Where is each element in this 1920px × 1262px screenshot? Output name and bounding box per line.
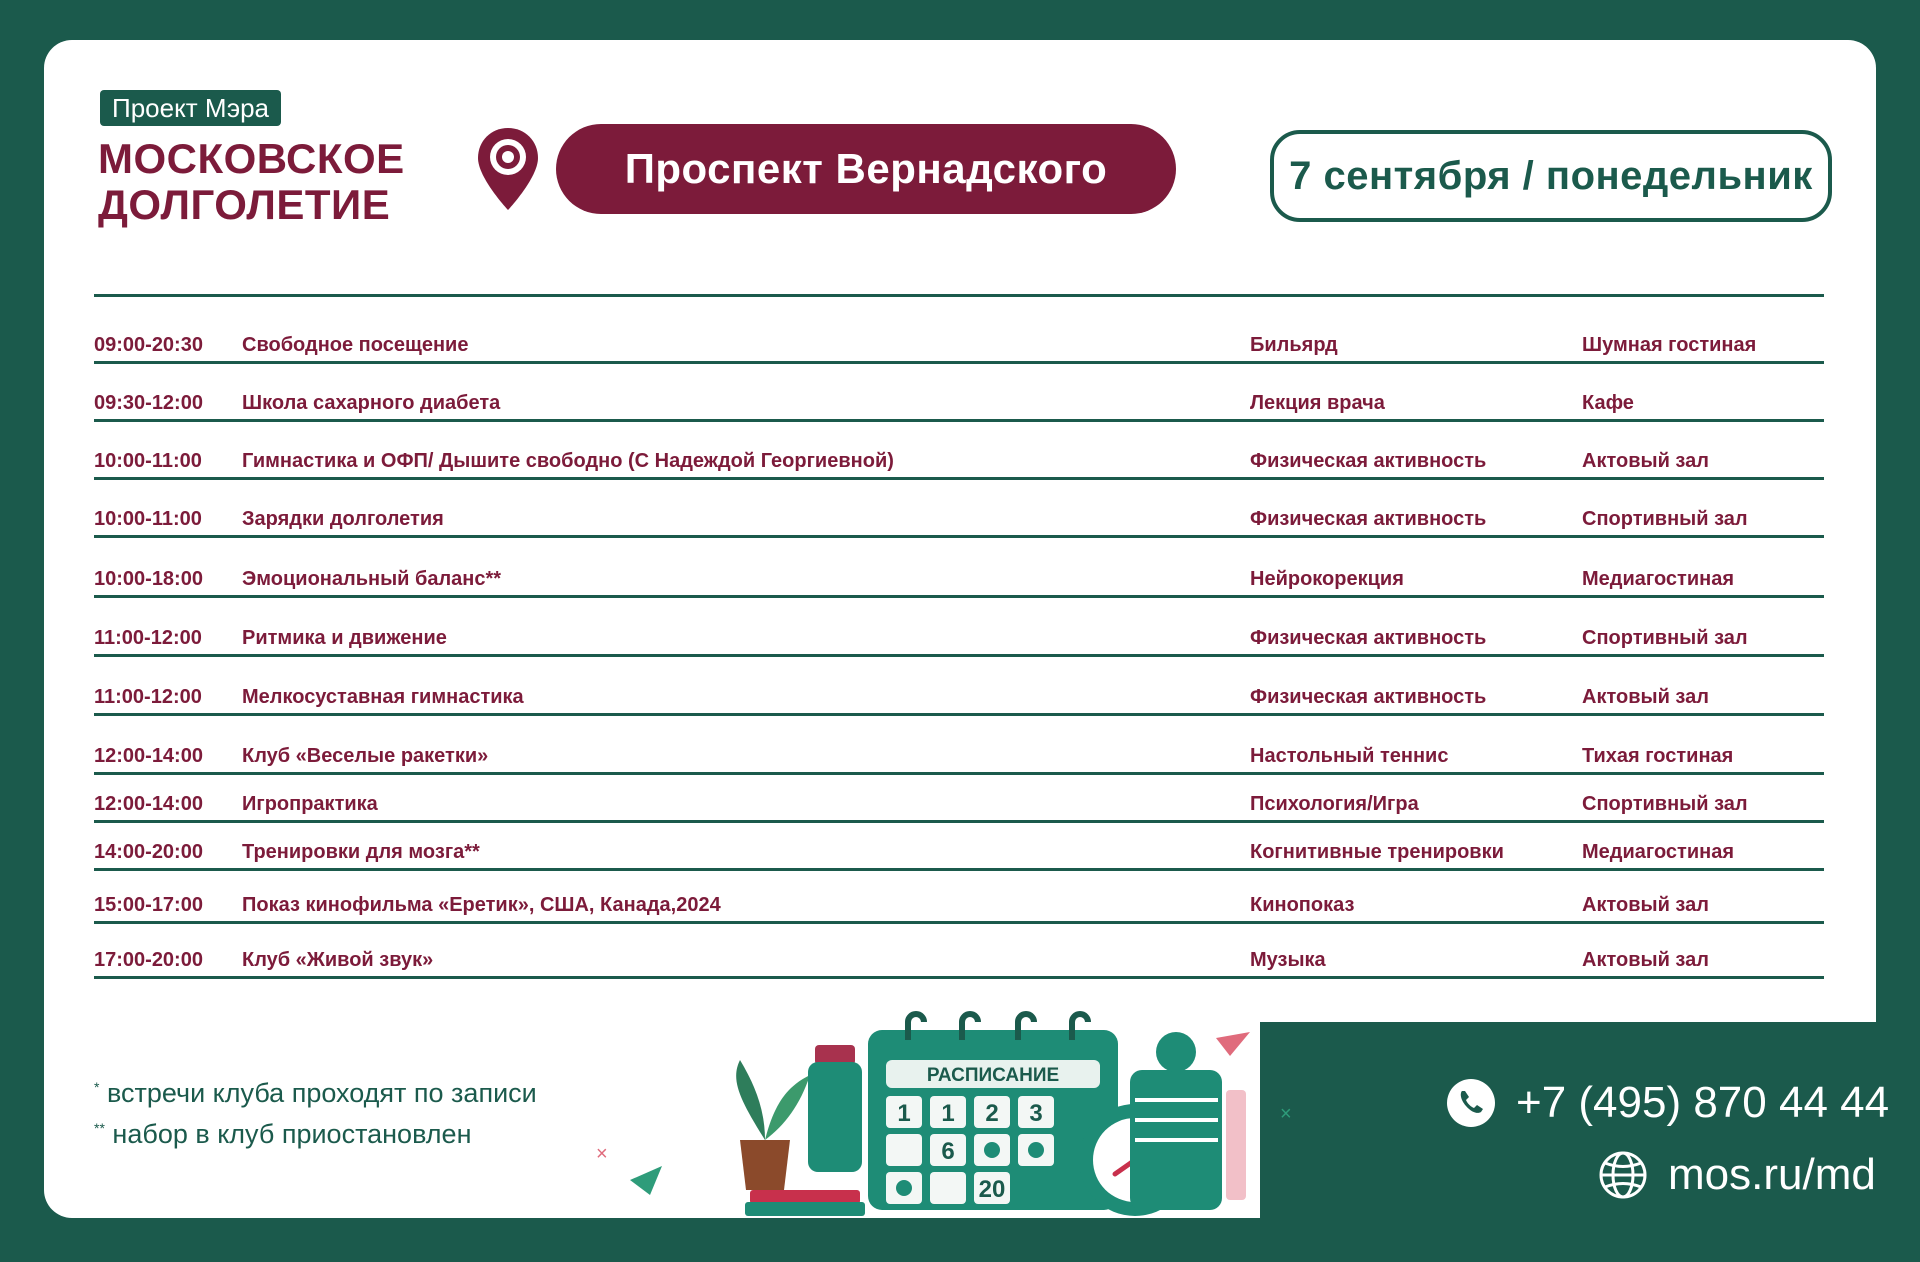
row-room: Актовый зал [1582, 949, 1709, 971]
row-time: 12:00-14:00 [94, 745, 203, 767]
row-room: Тихая гостиная [1582, 745, 1734, 767]
svg-text:×: × [596, 1143, 608, 1165]
row-room: Шумная гостиная [1582, 334, 1757, 356]
schedule-row [94, 477, 1824, 538]
row-category: Физическая активность [1250, 450, 1487, 472]
row-time: 11:00-12:00 [94, 627, 202, 649]
row-title: Мелкосуставная гимнастика [242, 686, 524, 708]
row-title: Клуб «Живой звук» [242, 949, 434, 971]
website-url: mos.ru/md [1668, 1150, 1876, 1199]
phone-contact[interactable] [1446, 1078, 1889, 1128]
schedule-row [94, 361, 1824, 422]
row-title: Ритмика и движение [242, 627, 447, 649]
calendar-cell: 2 [985, 1100, 999, 1127]
row-category: Физическая активность [1250, 508, 1487, 530]
calendar-title: РАСПИСАНИЕ [926, 1065, 1060, 1086]
footnote-1-mark: * [94, 1079, 100, 1095]
row-title: Школа сахарного диабета [242, 392, 501, 414]
schedule-row [94, 868, 1824, 924]
footnote-1 [94, 1070, 537, 1111]
row-title: Зарядки долголетия [242, 508, 444, 530]
schedule-row [94, 595, 1824, 657]
row-time: 10:00-11:00 [94, 450, 202, 472]
row-room: Спортивный зал [1582, 627, 1748, 649]
row-time: 17:00-20:00 [94, 949, 203, 971]
mayor-project-badge: Проект Мэра [100, 90, 281, 126]
calendar-cell: 3 [1029, 1100, 1043, 1127]
row-category: Нейрокорекция [1250, 568, 1404, 590]
row-room: Спортивный зал [1582, 508, 1748, 530]
row-category: Лекция врача [1250, 392, 1385, 414]
footnote-2-mark: ** [94, 1120, 105, 1136]
brand-line-2: ДОЛГОЛЕТИЕ [98, 181, 391, 228]
schedule-row [94, 921, 1824, 979]
row-room: Актовый зал [1582, 894, 1709, 916]
phone-icon [1446, 1078, 1496, 1128]
schedule-row [94, 654, 1824, 716]
row-title: Игропрактика [242, 793, 378, 815]
row-category: Физическая активность [1250, 627, 1487, 649]
row-title: Свободное посещение [242, 334, 469, 356]
schedule-row [94, 419, 1824, 480]
row-category: Настольный теннис [1250, 745, 1449, 767]
schedule-illustration [590, 990, 1310, 1230]
calendar-cell: 1 [941, 1100, 955, 1127]
row-room: Медиагостиная [1582, 841, 1735, 863]
schedule-row [94, 820, 1824, 871]
location-pin-icon [476, 126, 540, 212]
row-time: 11:00-12:00 [94, 686, 202, 708]
row-time: 10:00-18:00 [94, 568, 203, 590]
footnotes [94, 1070, 537, 1152]
row-time: 09:30-12:00 [94, 392, 203, 414]
schedule-table [94, 294, 1824, 971]
row-title: Гимнастика и ОФП/ Дышите свободно (С Надеждой Георгиевной) [242, 450, 894, 472]
row-time: 12:00-14:00 [94, 793, 203, 815]
row-time: 10:00-11:00 [94, 508, 202, 530]
calendar-cell: 1 [897, 1100, 911, 1127]
row-category: Кинопоказ [1250, 894, 1355, 916]
schedule-row [94, 535, 1824, 598]
row-category: Бильярд [1250, 334, 1338, 356]
row-category: Когнитивные тренировки [1250, 841, 1504, 863]
calendar-cell: 20 [978, 1176, 1006, 1203]
row-title: Клуб «Веселые ракетки» [242, 745, 489, 767]
footnote-1-text: встречи клуба проходят по записи [106, 1078, 537, 1108]
website-contact[interactable] [1598, 1150, 1876, 1200]
footnote-2 [94, 1111, 537, 1152]
date-label: 7 сентября / понедельник [1270, 130, 1832, 222]
schedule-row [94, 772, 1824, 823]
footer-green-band [1260, 1022, 1920, 1262]
brand-line-1: МОСКОВСКОЕ [98, 135, 405, 182]
calendar-cell: 6 [941, 1138, 955, 1165]
row-room: Медиагостиная [1582, 568, 1735, 590]
row-category: Физическая активность [1250, 686, 1487, 708]
row-room: Актовый зал [1582, 450, 1709, 472]
schedule-row [94, 297, 1824, 364]
row-category: Психология/Игра [1250, 793, 1419, 815]
row-time: 14:00-20:00 [94, 841, 203, 863]
schedule-row [94, 713, 1824, 775]
row-title: Эмоциональный баланс** [242, 568, 502, 590]
globe-icon [1598, 1150, 1648, 1200]
row-category: Музыка [1250, 949, 1326, 971]
row-time: 15:00-17:00 [94, 894, 203, 916]
brand-logo [98, 136, 405, 228]
location-title: Проспект Вернадского [556, 124, 1176, 214]
footnote-2-text: набор в клуб приостановлен [112, 1119, 472, 1149]
row-room: Актовый зал [1582, 686, 1709, 708]
row-room: Спортивный зал [1582, 793, 1748, 815]
phone-number: +7 (495) 870 44 44 [1516, 1078, 1890, 1127]
row-title: Тренировки для мозга** [242, 841, 480, 863]
svg-text:×: × [1280, 1103, 1292, 1125]
row-room: Кафе [1582, 392, 1634, 414]
row-time: 09:00-20:30 [94, 334, 203, 356]
row-title: Показ кинофильма «Еретик», США, Канада,2024 [242, 894, 721, 916]
